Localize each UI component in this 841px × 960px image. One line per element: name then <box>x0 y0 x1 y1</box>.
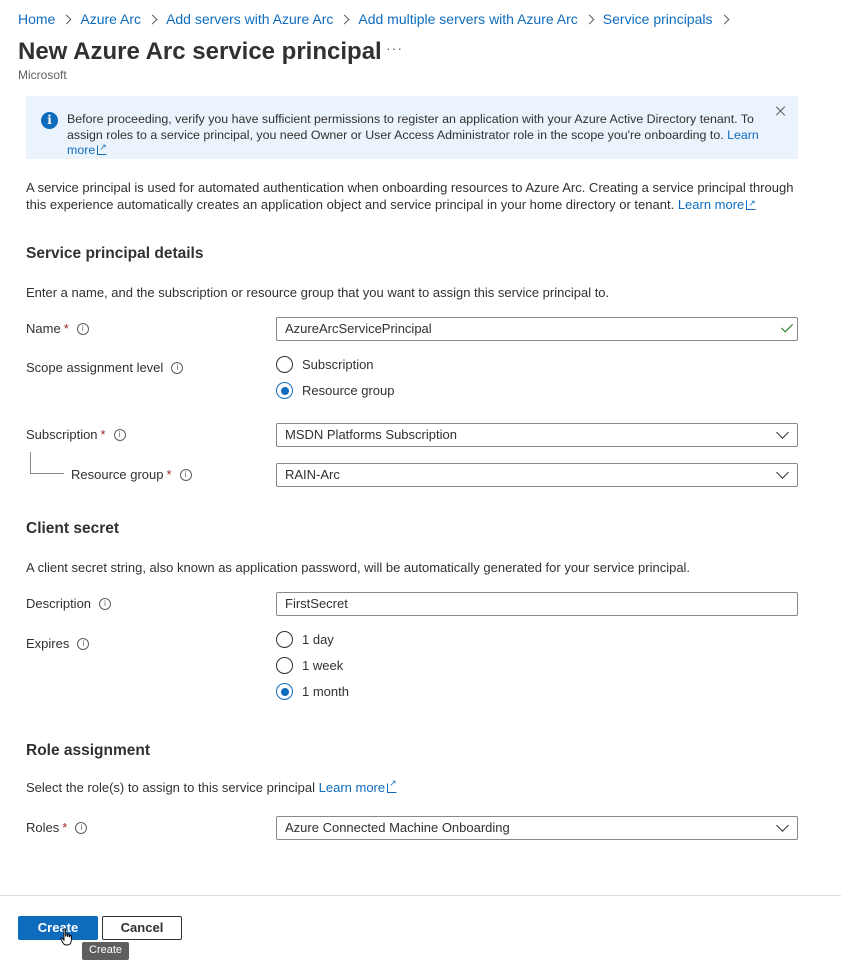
intro-text <box>26 179 806 213</box>
required-marker: * <box>62 820 68 835</box>
required-marker: * <box>63 321 69 336</box>
radio-resource-group[interactable]: Resource group <box>276 382 395 399</box>
create-tooltip: Create <box>82 942 129 960</box>
section-heading-role-assignment: Role assignment <box>26 742 151 759</box>
hand-cursor-icon <box>60 928 74 946</box>
breadcrumb-home[interactable]: Home <box>18 11 56 27</box>
intro-message: A service principal is used for automated authentication when onboarding resources to Azure Arc. Creating a service principal through this experience automatically creates an application object and service principal in your home directory or tenant. <box>26 180 794 212</box>
role-description: Select the role(s) to assign to this service principal Learn more↗ <box>26 780 397 795</box>
chevron-down-icon <box>776 819 789 832</box>
info-banner <box>26 96 798 159</box>
radio-circle-selected[interactable] <box>276 382 293 399</box>
ellipsis-icon[interactable]: ··· <box>386 40 403 56</box>
radio-subscription[interactable]: Subscription <box>276 356 374 373</box>
subscription-label: Subscription * i <box>26 427 126 442</box>
radio-circle[interactable] <box>276 657 293 674</box>
info-icon[interactable]: i <box>75 822 87 834</box>
subscription-dropdown[interactable]: MSDN Platforms Subscription <box>276 423 798 447</box>
footer-divider <box>0 895 841 896</box>
info-icon[interactable]: i <box>77 323 89 335</box>
radio-expires-1-month[interactable]: 1 month <box>276 683 349 700</box>
description-label: Description i <box>26 596 111 611</box>
publisher-label: Microsoft <box>18 68 67 82</box>
resource-group-label: Resource group * i <box>71 467 192 482</box>
info-icon[interactable]: i <box>77 638 89 650</box>
expires-label: Expires i <box>26 636 89 651</box>
info-icon[interactable]: i <box>171 362 183 374</box>
intro-learn-more-link[interactable]: Learn more↗ <box>678 197 756 212</box>
section-heading-details: Service principal details <box>26 245 204 262</box>
chevron-right-icon <box>584 14 594 24</box>
tree-connector <box>30 452 64 474</box>
required-marker: * <box>166 467 172 482</box>
radio-expires-1-week[interactable]: 1 week <box>276 657 343 674</box>
role-learn-more-link[interactable]: Learn more↗ <box>319 780 397 795</box>
section-heading-client-secret: Client secret <box>26 520 120 537</box>
chevron-right-icon <box>340 14 350 24</box>
required-marker: * <box>100 427 106 442</box>
checkmark-icon <box>781 320 793 332</box>
radio-circle-selected[interactable] <box>276 683 293 700</box>
chevron-down-icon <box>776 466 789 479</box>
info-banner-learn-more-link[interactable]: Learn more↗ <box>67 128 759 158</box>
info-icon[interactable]: i <box>114 429 126 441</box>
breadcrumb-azure-arc[interactable]: Azure Arc <box>80 11 142 27</box>
cancel-button[interactable]: Cancel <box>102 916 182 940</box>
info-icon: i <box>41 112 58 129</box>
breadcrumb-add-servers[interactable]: Add servers with Azure Arc <box>166 11 334 27</box>
breadcrumb-add-multiple-servers[interactable]: Add multiple servers with Azure Arc <box>358 11 578 27</box>
radio-expires-1-day[interactable]: 1 day <box>276 631 334 648</box>
breadcrumb <box>18 10 738 28</box>
info-banner-message: Before proceeding, verify you have sufficient permissions to register an application with your Azure Active Directory tenant. To assign roles to a service principal, you need Owner or User Access Administrator role in the scope you're onboarding to. <box>67 112 754 142</box>
chevron-right-icon <box>148 14 158 24</box>
create-button[interactable]: Create <box>18 916 98 940</box>
chevron-down-icon <box>776 426 789 439</box>
info-icon[interactable]: i <box>180 469 192 481</box>
info-icon[interactable]: i <box>99 598 111 610</box>
external-link-icon <box>746 200 756 210</box>
radio-circle[interactable] <box>276 356 293 373</box>
external-link-icon <box>387 783 397 793</box>
name-label: Name * i <box>26 321 89 336</box>
chevron-right-icon <box>719 14 729 24</box>
scope-label: Scope assignment level i <box>26 360 183 375</box>
description-input[interactable]: FirstSecret <box>276 592 798 616</box>
breadcrumb-service-principals[interactable]: Service principals <box>602 11 713 27</box>
roles-dropdown[interactable]: Azure Connected Machine Onboarding <box>276 816 798 840</box>
close-icon[interactable] <box>774 104 788 118</box>
info-banner-text <box>67 112 775 159</box>
page-title: New Azure Arc service principal <box>18 38 382 65</box>
radio-circle[interactable] <box>276 631 293 648</box>
external-link-icon <box>97 145 107 155</box>
chevron-right-icon <box>62 14 72 24</box>
client-secret-description: A client secret string, also known as application password, will be automatically generated for your service principal. <box>26 560 691 575</box>
name-input[interactable]: AzureArcServicePrincipal <box>276 317 798 341</box>
details-description: Enter a name, and the subscription or resource group that you want to assign this service principal to. <box>26 285 610 300</box>
roles-label: Roles * i <box>26 820 87 835</box>
resource-group-dropdown[interactable]: RAIN-Arc <box>276 463 798 487</box>
